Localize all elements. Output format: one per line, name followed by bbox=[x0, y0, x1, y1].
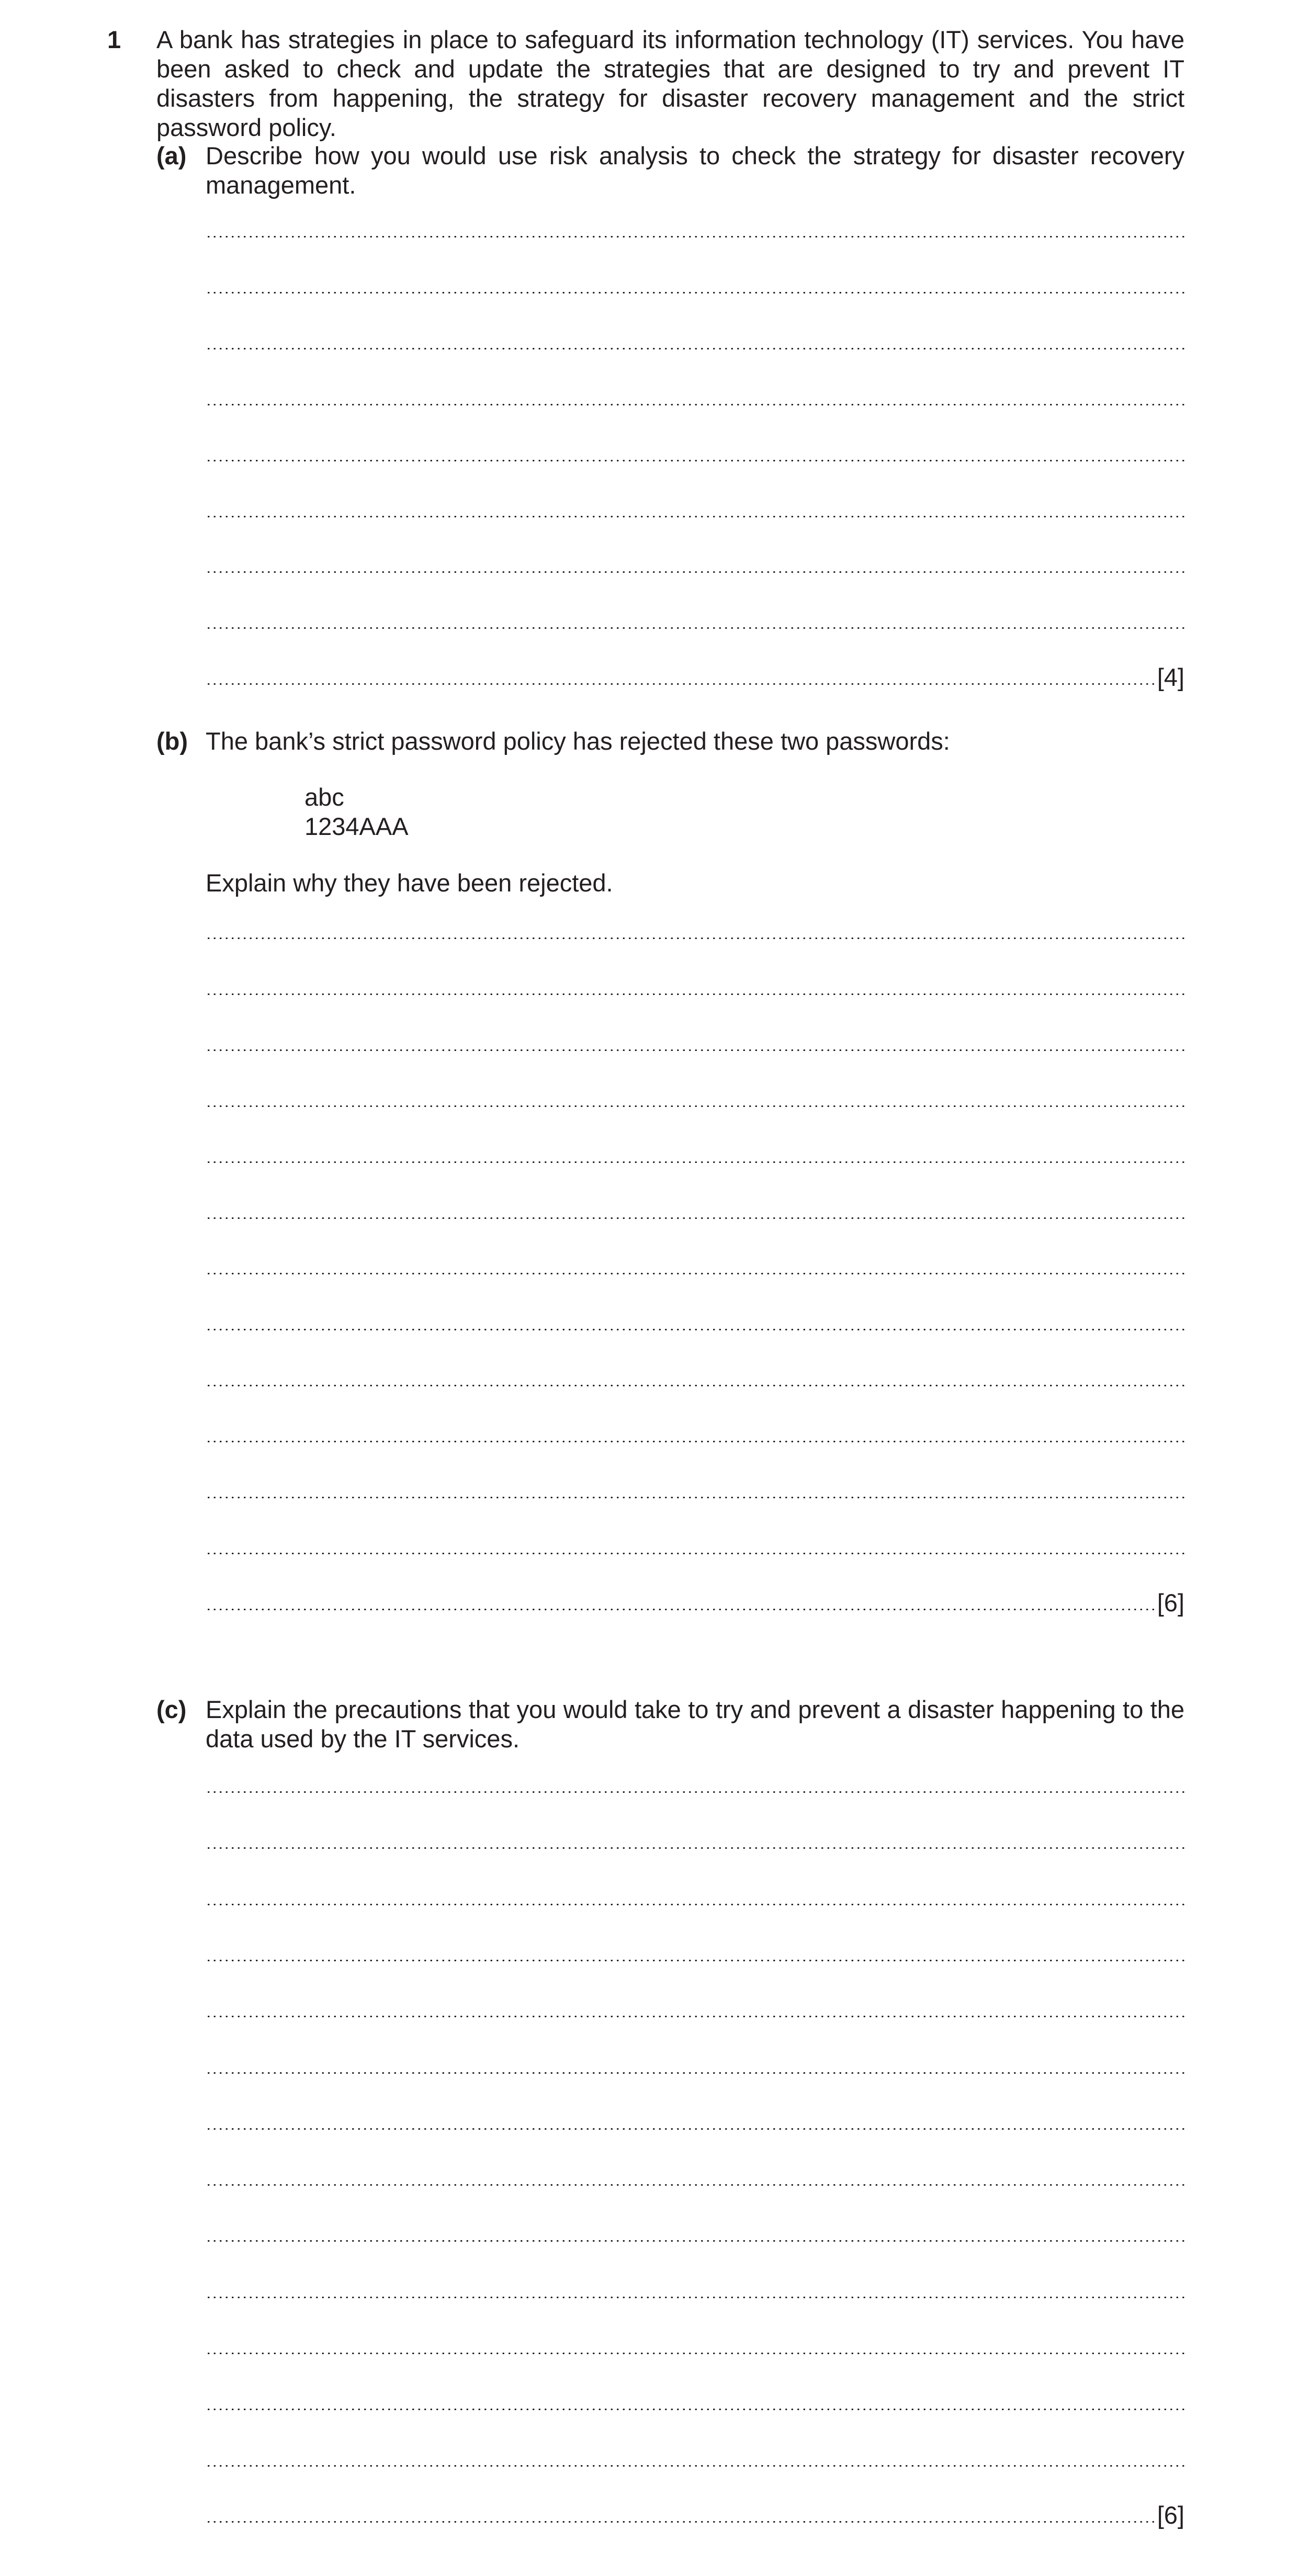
question-stem: A bank has strategies in place to safeguard its information technology (IT) services. You have been asked to check and update the strategies that are designed to try and prevent IT disasters from happening, the strategy for disaster recovery management and the strict password policy. bbox=[156, 26, 1184, 141]
answer-line[interactable] bbox=[206, 1252, 1184, 1282]
answer-line[interactable] bbox=[206, 1995, 1184, 2025]
dotted-rule bbox=[206, 460, 1184, 461]
answer-line[interactable] bbox=[206, 551, 1184, 580]
dotted-rule bbox=[206, 1329, 1184, 1330]
answer-line[interactable] bbox=[206, 327, 1184, 357]
answer-line[interactable] bbox=[206, 2052, 1184, 2081]
rejected-password-2: 1234AAA bbox=[304, 812, 409, 840]
dotted-rule bbox=[206, 2353, 1184, 2354]
dotted-rule bbox=[206, 993, 1184, 995]
dotted-rule bbox=[206, 937, 1184, 939]
dotted-rule bbox=[206, 2128, 1184, 2130]
answer-line[interactable] bbox=[206, 2164, 1184, 2193]
part-b-question: The bank’s strict password policy has rejected these two passwords: bbox=[206, 727, 950, 755]
answer-line[interactable] bbox=[206, 1771, 1184, 1800]
dotted-rule bbox=[206, 1609, 1155, 1610]
answer-line[interactable] bbox=[206, 1883, 1184, 1913]
answer-line[interactable] bbox=[206, 2445, 1184, 2474]
answer-line[interactable] bbox=[206, 917, 1184, 946]
rejected-password-1: abc bbox=[304, 783, 344, 811]
dotted-rule bbox=[206, 1105, 1184, 1107]
answer-line[interactable] bbox=[206, 1827, 1184, 1856]
answer-line[interactable] bbox=[206, 216, 1184, 245]
dotted-rule bbox=[206, 1791, 1184, 1793]
dotted-rule bbox=[206, 1049, 1184, 1051]
dotted-rule bbox=[206, 1904, 1184, 1905]
dotted-rule bbox=[206, 1273, 1184, 1274]
answer-line[interactable] bbox=[206, 1588, 1184, 1618]
answer-line[interactable] bbox=[206, 1141, 1184, 1170]
marks-label: [6] bbox=[1157, 2501, 1184, 2529]
answer-line[interactable] bbox=[206, 973, 1184, 1002]
part-c-question: Explain the precautions that you would take to try and prevent a disaster happening to the data used by the IT services. bbox=[206, 1696, 1184, 1753]
dotted-rule bbox=[206, 2240, 1184, 2242]
answer-line[interactable] bbox=[206, 272, 1184, 301]
answer-line[interactable] bbox=[206, 2501, 1184, 2530]
answer-line[interactable] bbox=[206, 2220, 1184, 2249]
dotted-rule bbox=[206, 571, 1184, 573]
dotted-rule bbox=[206, 348, 1184, 349]
answer-line[interactable] bbox=[206, 495, 1184, 525]
dotted-rule bbox=[206, 627, 1184, 629]
dotted-rule bbox=[206, 2521, 1155, 2523]
answer-line[interactable] bbox=[206, 439, 1184, 469]
dotted-rule bbox=[206, 236, 1184, 238]
dotted-rule bbox=[206, 683, 1155, 685]
dotted-rule bbox=[206, 2297, 1184, 2298]
answer-line[interactable] bbox=[206, 1532, 1184, 1562]
dotted-rule bbox=[206, 1847, 1184, 1849]
answer-line[interactable] bbox=[206, 2388, 1184, 2417]
answer-line[interactable] bbox=[206, 2276, 1184, 2306]
answer-line[interactable] bbox=[206, 1308, 1184, 1338]
answer-line[interactable] bbox=[206, 1476, 1184, 1506]
dotted-rule bbox=[206, 404, 1184, 405]
part-a-label: (a) bbox=[156, 142, 187, 170]
dotted-rule bbox=[206, 292, 1184, 293]
marks-label: [4] bbox=[1157, 663, 1184, 691]
answer-line[interactable] bbox=[206, 1939, 1184, 1969]
dotted-rule bbox=[206, 1960, 1184, 1961]
answer-line[interactable] bbox=[206, 2108, 1184, 2137]
part-a-question: Describe how you would use risk analysis to check the strategy for disaster recovery management. bbox=[206, 142, 1184, 199]
dotted-rule bbox=[206, 1441, 1184, 1442]
answer-line[interactable] bbox=[206, 607, 1184, 636]
part-b-label: (b) bbox=[156, 727, 188, 755]
answer-line[interactable] bbox=[206, 1420, 1184, 1450]
answer-line[interactable] bbox=[206, 1364, 1184, 1394]
dotted-rule bbox=[206, 1385, 1184, 1386]
dotted-rule bbox=[206, 1161, 1184, 1163]
answer-line[interactable] bbox=[206, 663, 1184, 692]
dotted-rule bbox=[206, 2016, 1184, 2017]
dotted-rule bbox=[206, 2184, 1184, 2186]
answer-line[interactable] bbox=[206, 1085, 1184, 1114]
dotted-rule bbox=[206, 1553, 1184, 1554]
answer-line[interactable] bbox=[206, 1029, 1184, 1058]
dotted-rule bbox=[206, 2072, 1184, 2074]
dotted-rule bbox=[206, 516, 1184, 517]
marks-label: [6] bbox=[1157, 1589, 1184, 1617]
dotted-rule bbox=[206, 1497, 1184, 1498]
dotted-rule bbox=[206, 2409, 1184, 2410]
part-b-instruction: Explain why they have been rejected. bbox=[206, 869, 613, 897]
question-number: 1 bbox=[107, 26, 121, 53]
answer-line[interactable] bbox=[206, 383, 1184, 413]
dotted-rule bbox=[206, 2465, 1184, 2467]
dotted-rule bbox=[206, 1217, 1184, 1219]
answer-line[interactable] bbox=[206, 2332, 1184, 2362]
answer-line[interactable] bbox=[206, 1197, 1184, 1226]
part-c-label: (c) bbox=[156, 1696, 187, 1723]
